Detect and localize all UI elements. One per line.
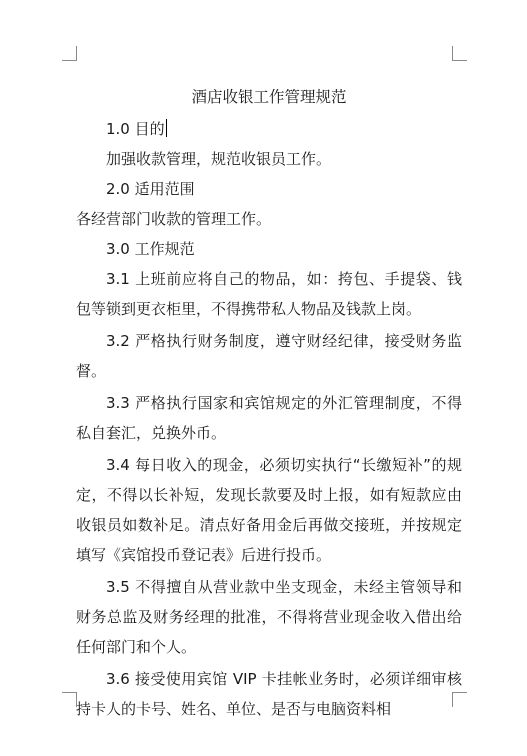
section-text-scope: 各经营部门收款的管理工作。 [76,210,272,228]
section-heading-purpose: 1.0 目的 [106,120,165,138]
section-heading-rules: 3.0 工作规范 [106,240,195,258]
rule-item-3-5: 3.5 不得擅自从营业款中坐支现金，未经主管领导和财务总监及财务经理的批准，不得将营业现金收入借出给任何部门和个人。 [76,578,462,656]
text-cursor [166,119,167,137]
crop-mark-top-right [452,46,467,61]
rule-item-3-6: 3.6 接受使用宾馆 VIP 卡挂帐业务时，必须详细审核持卡人的卡号、姓名、单位、是否与电脑资料相 [76,670,462,718]
crop-mark-bottom-left [62,692,77,707]
section-heading-scope: 2.0 适用范围 [106,180,195,198]
rule-item-3-2: 3.2 严格执行财务制度，遵守财经纪律，接受财务监督。 [76,332,462,380]
document-body[interactable] [76,80,462,726]
crop-mark-top-left [62,46,77,61]
rule-item-3-4: 3.4 每日收入的现金，必须切实执行“长缴短补”的规定，不得以长补短，发现长款要及时上报，如有短款应由收银员如数补足。清点好备用金后再做交接班，并按规定填写《宾馆投币登记表》后进行投币。 [76,456,462,564]
section-text-purpose: 加强收款管理，规范收银员工作。 [106,150,332,168]
document-title: 酒店收银工作管理规范 [191,88,347,106]
rule-item-3-1: 3.1 上班前应将自己的物品，如：挎包、手提袋、钱包等锁到更衣柜里，不得携带私人物品及钱款上岗。 [76,270,462,318]
rule-item-3-3: 3.3 严格执行国家和宾馆规定的外汇管理制度，不得私自套汇，兑换外币。 [76,394,462,442]
